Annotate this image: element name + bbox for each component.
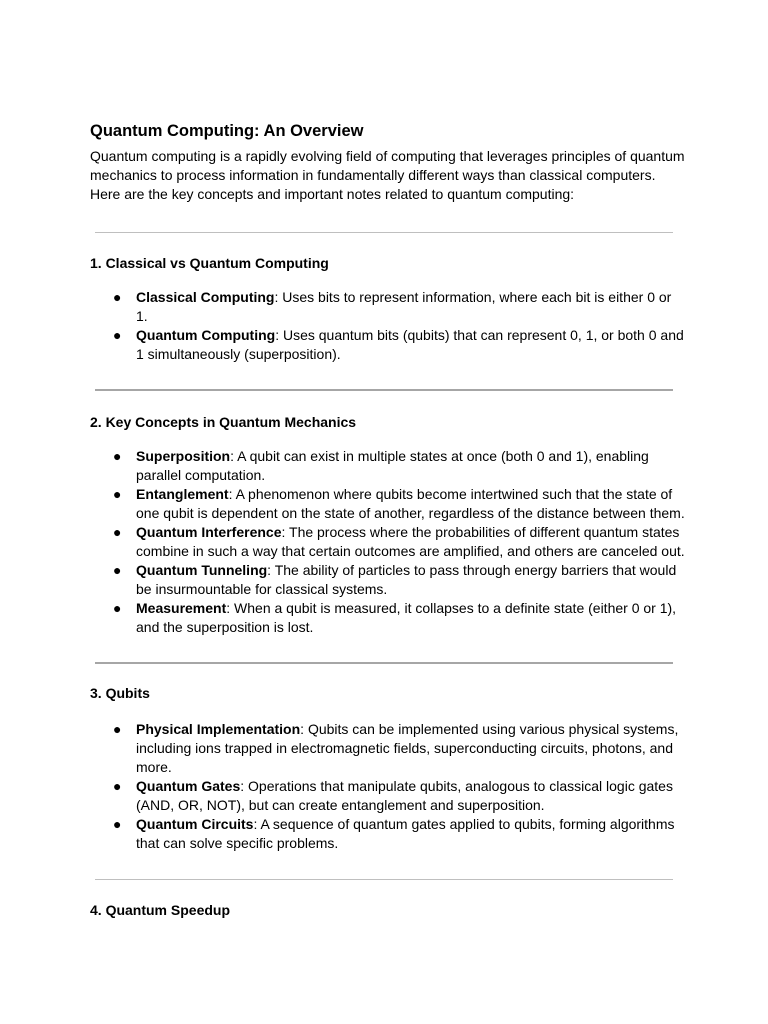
section-list-qubits <box>90 720 685 853</box>
item-text: : The process where the probabilities of different quantum states combine in such a way that certain outcomes are amplified, and others are canceled out. <box>136 524 685 559</box>
section-list-classical-vs-quantum <box>90 288 685 364</box>
section-heading-qubits: 3. Qubits <box>90 685 150 701</box>
list-item <box>90 485 685 523</box>
section-heading-key-concepts: 2. Key Concepts in Quantum Mechanics <box>90 414 357 430</box>
section-divider <box>95 389 673 391</box>
item-term: Quantum Circuits <box>136 816 254 832</box>
bullet-icon: ● <box>113 721 122 737</box>
bullet-icon: ● <box>113 327 122 343</box>
section-divider <box>95 232 673 233</box>
item-term: Superposition <box>136 448 231 464</box>
item-term: Quantum Interference <box>136 524 282 540</box>
bullet-icon: ● <box>113 778 122 794</box>
bullet-icon: ● <box>113 289 122 305</box>
list-item <box>90 777 685 815</box>
bullet-icon: ● <box>113 816 122 832</box>
item-text: : Uses quantum bits (qubits) that can represent 0, 1, or both 0 and 1 simultaneously (superposition). <box>136 327 684 362</box>
item-text: : Qubits can be implemented using various physical systems, including ions trapped in electromagnetic fields, superconducting circuits, photons, and more. <box>136 721 679 775</box>
section-heading-quantum-speedup: 4. Quantum Speedup <box>90 902 231 918</box>
item-text: : Uses bits to represent information, where each bit is either 0 or 1. <box>136 289 672 324</box>
list-item <box>90 523 685 561</box>
bullet-icon: ● <box>113 486 122 502</box>
item-term: Entanglement <box>136 486 229 502</box>
bullet-icon: ● <box>113 524 122 540</box>
item-term: Quantum Tunneling <box>136 562 268 578</box>
list-item <box>90 447 685 485</box>
item-term: Classical Computing <box>136 289 275 305</box>
item-term: Physical Implementation <box>136 721 301 737</box>
item-term: Quantum Gates <box>136 778 241 794</box>
list-item <box>90 288 685 326</box>
list-item <box>90 599 685 637</box>
bullet-icon: ● <box>113 562 122 578</box>
intro-paragraph: Quantum computing is a rapidly evolving field of computing that leverages principles of quantum mechanics to process information in fundamentally different ways than classical computers. Here are the key concepts and important notes related to quantum computing: <box>90 148 685 202</box>
item-text: : The ability of particles to pass through energy barriers that would be insurmountable for classical systems. <box>136 562 677 597</box>
item-term: Quantum Computing <box>136 327 276 343</box>
item-text: : When a qubit is measured, it collapses to a definite state (either 0 or 1), and the superposition is lost. <box>136 600 677 635</box>
list-item <box>90 326 685 364</box>
list-item <box>90 561 685 599</box>
bullet-icon: ● <box>113 600 122 616</box>
item-text: : A sequence of quantum gates applied to qubits, forming algorithms that can solve specific problems. <box>136 816 675 851</box>
section-divider <box>95 879 673 880</box>
item-text: : A phenomenon where qubits become intertwined such that the state of one qubit is dependent on the state of another, regardless of the distance between them. <box>136 486 685 521</box>
list-item <box>90 720 685 777</box>
list-item <box>90 815 685 853</box>
section-divider <box>95 662 673 664</box>
section-heading-classical-vs-quantum: 1. Classical vs Quantum Computing <box>90 255 329 271</box>
document-title: Quantum Computing: An Overview <box>90 122 364 141</box>
section-list-key-concepts <box>90 447 685 637</box>
item-text: : Operations that manipulate qubits, analogous to classical logic gates (AND, OR, NOT), but can create entanglement and superposition. <box>136 778 673 813</box>
item-text: : A qubit can exist in multiple states at once (both 0 and 1), enabling parallel computation. <box>136 448 649 483</box>
item-term: Measurement <box>136 600 227 616</box>
bullet-icon: ● <box>113 448 122 464</box>
